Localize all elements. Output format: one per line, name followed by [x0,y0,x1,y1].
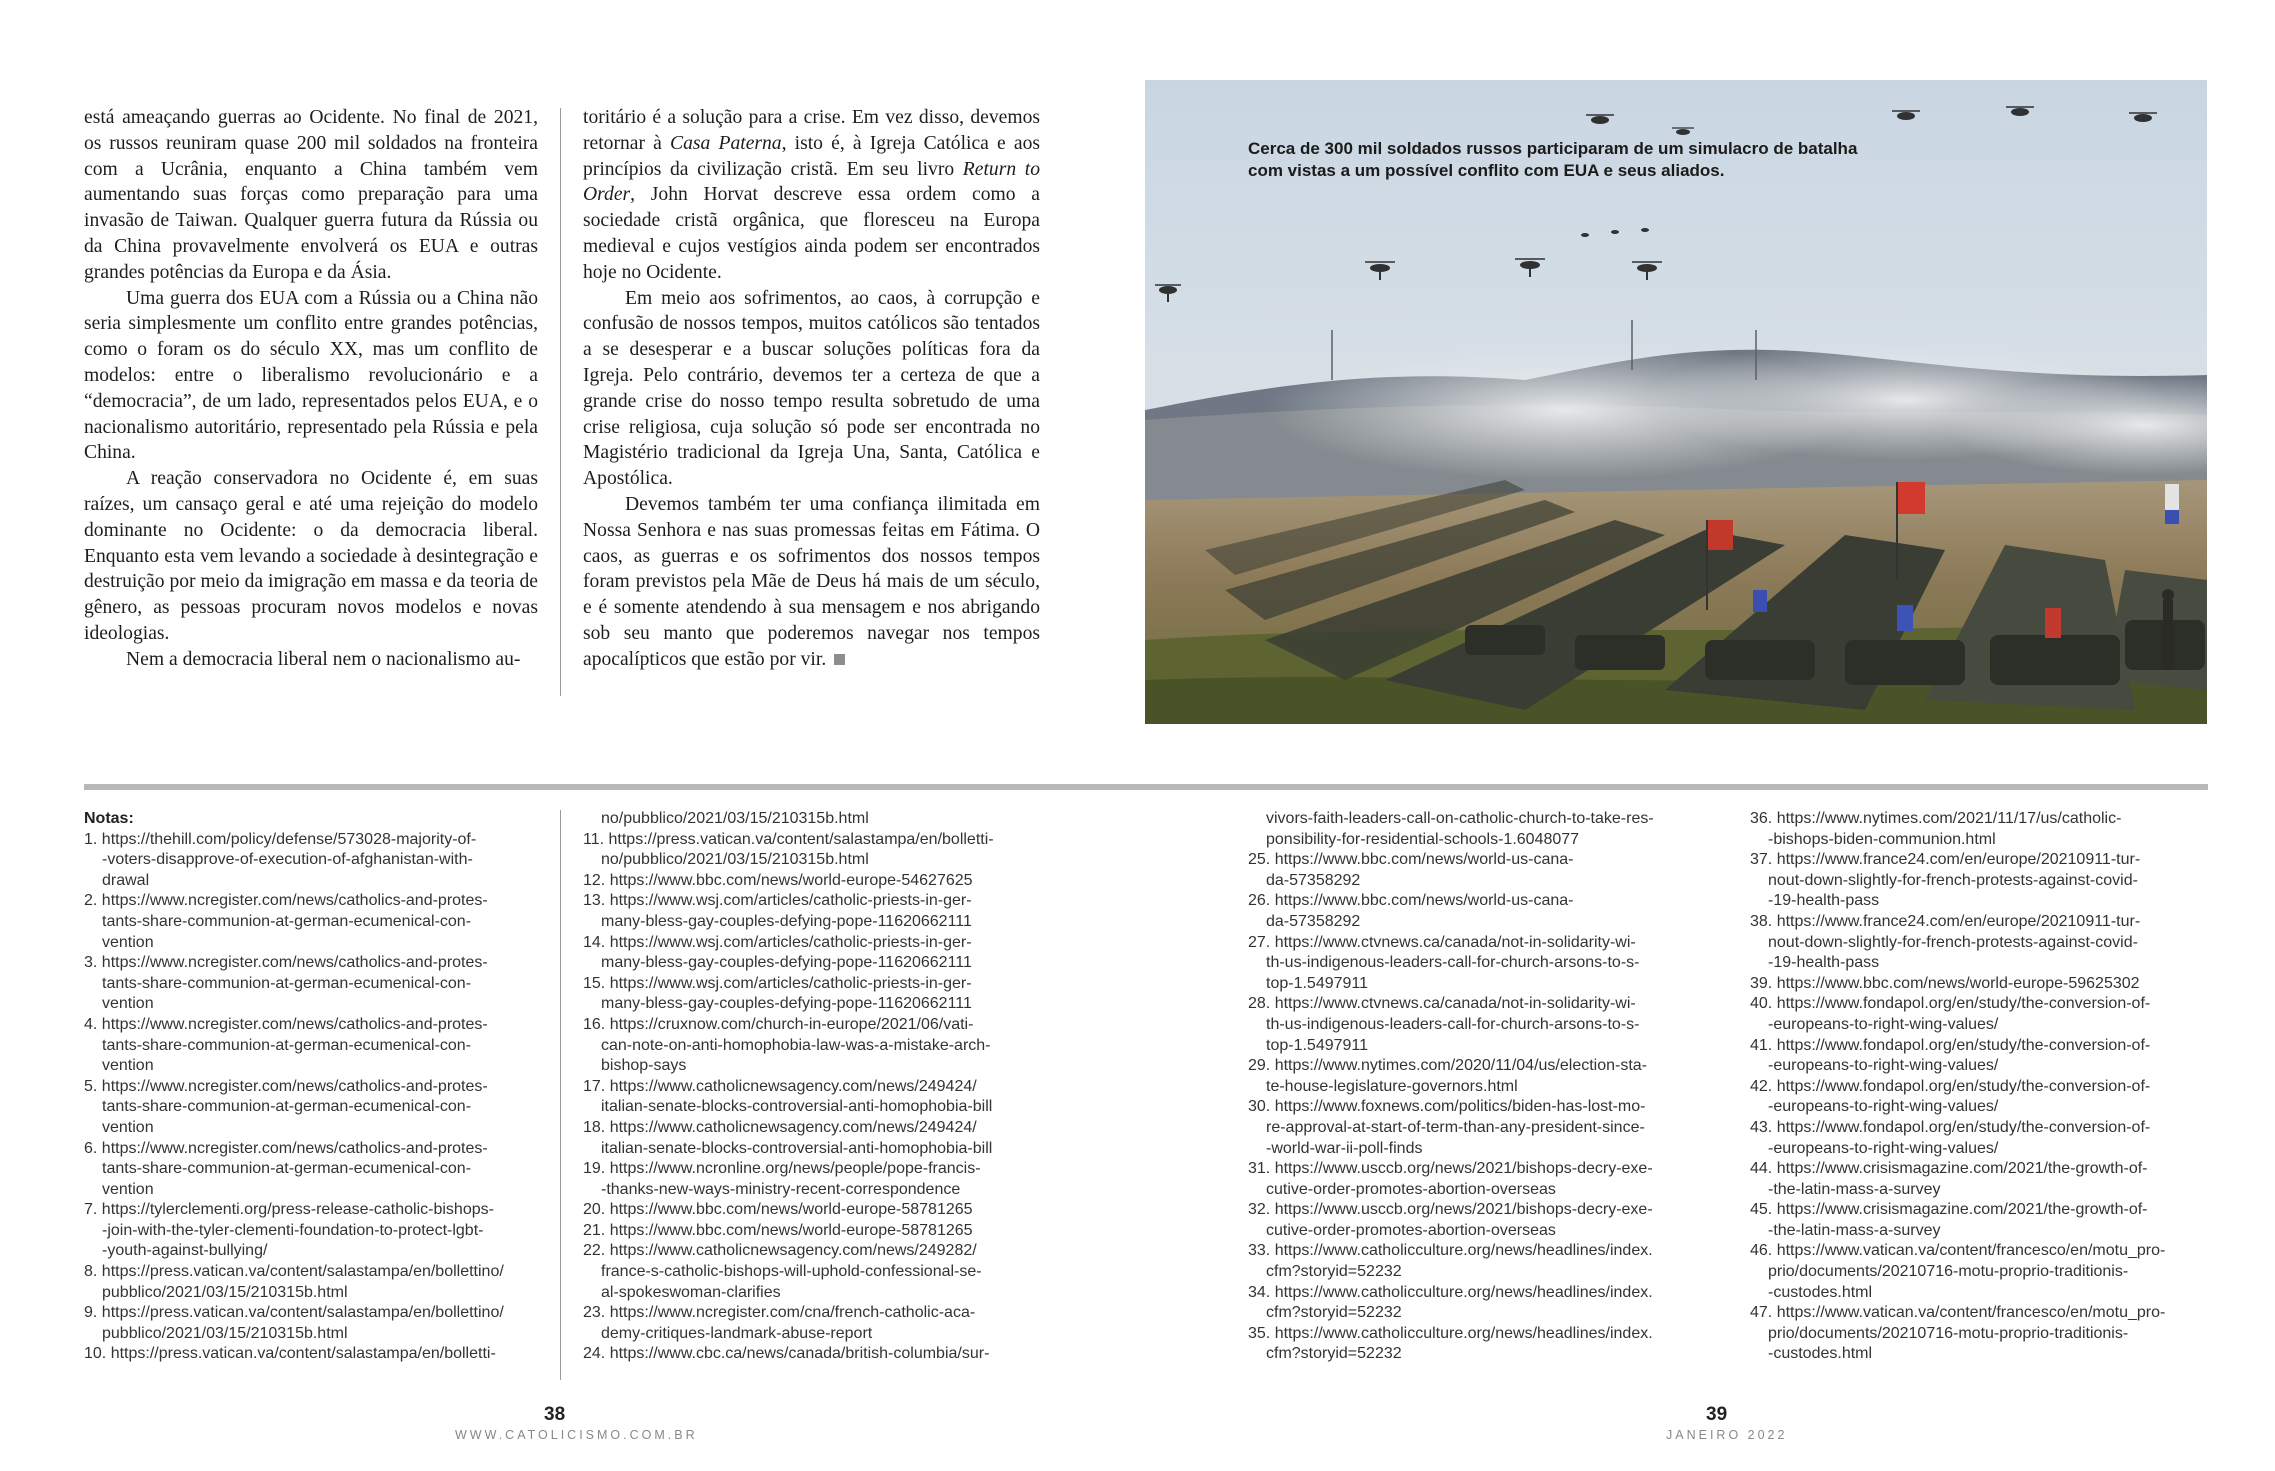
note-line: da-57358292 [1266,912,1361,930]
note-line: pubblico/2021/03/15/210315b.html [102,1283,348,1301]
note-line: vention [102,995,154,1013]
note-line: tants-share-communion-at-german-ecumenical-con- [102,1160,472,1178]
issue-date: JANEIRO 2022 [1666,1428,1788,1442]
note-line: 37. https://www.france24.com/en/europe/20210911-tur- [1750,851,2141,869]
note-line: vention [102,1057,154,1075]
note-line: 34. https://www.catholicculture.org/news/headlines/index. [1248,1283,1653,1301]
note-line: ponsibility-for-residential-schools-1.6048077 [1266,830,1580,848]
note-line: pubblico/2021/03/15/210315b.html [102,1324,348,1342]
note-line: cutive-order-promotes-abortion-overseas [1266,1221,1556,1239]
note-line: no/pubblico/2021/03/15/210315b.html [601,851,869,869]
note-line: 47. https://www.vatican.va/content/francesco/en/motu_pro- [1750,1304,2166,1322]
note-line: tants-share-communion-at-german-ecumenical-con- [102,1098,472,1116]
column-divider [560,108,561,696]
note-line: 46. https://www.vatican.va/content/francesco/en/motu_pro- [1750,1242,2166,1260]
note-line: re-approval-at-start-of-term-than-any-president-since- [1266,1118,1645,1136]
note-line: 29. https://www.nytimes.com/2020/11/04/us/election-sta- [1248,1057,1648,1075]
note-line: -voters-disapprove-of-execution-of-afghanistan-with- [102,851,473,869]
note-line: 3. https://www.ncregister.com/news/catholics-and-protes- [84,954,488,972]
note-line: -youth-against-bullying/ [102,1242,268,1260]
note-line: te-house-legislature-governors.html [1266,1077,1518,1095]
note-line: -the-latin-mass-a-survey [1768,1221,1941,1239]
note-line: -europeans-to-right-wing-values/ [1768,1098,1999,1116]
note-line: al-spokeswoman-clarifies [601,1283,781,1301]
note-line: 22. https://www.catholicnewsagency.com/news/249282/ [583,1242,977,1260]
note-line: prio/documents/20210716-motu-proprio-traditionis- [1768,1263,2129,1281]
note-line: 6. https://www.ncregister.com/news/catholics-and-protes- [84,1139,488,1157]
note-line: 5. https://www.ncregister.com/news/catholics-and-protes- [84,1077,488,1095]
note-line: vivors-faith-leaders-call-on-catholic-church-to-take-res- [1266,810,1654,827]
note-line: 25. https://www.bbc.com/news/world-us-cana- [1248,851,1574,869]
article-paragraph: Uma guerra dos EUA com a Rússia ou a China não seria simplesmente um conflito entre grandes potências, como o foram os do século XX, mas um conflito de modelos: entre o liberalismo revolucionário e a “democracia”, de um lado, representados pelos EUA, e o nacionalismo autoritário, representado pela Rússia e pela China. [84,287,538,464]
note-line: 26. https://www.bbc.com/news/world-us-cana- [1248,892,1574,910]
note-line: 43. https://www.fondapol.org/en/study/the-conversion-of- [1750,1118,2151,1136]
note-line: 23. https://www.ncregister.com/cna/french-catholic-aca- [583,1304,976,1322]
note-line: 21. https://www.bbc.com/news/world-europe-58781265 [583,1221,973,1239]
column-divider [560,810,561,1380]
page-number-left: 38 [544,1404,566,1425]
notes-lines [583,809,1043,1365]
note-line: th-us-indigenous-leaders-call-for-church-arsons-to-s- [1266,1015,1640,1033]
note-line: france-s-catholic-bishops-will-uphold-confessional-se- [601,1263,982,1281]
notes-lines [1248,809,1708,1365]
note-line: -custodes.html [1768,1283,1873,1301]
note-line: 14. https://www.wsj.com/articles/catholic-priests-in-ger- [583,933,972,951]
note-line: vention [102,1118,154,1136]
note-line: nout-down-slightly-for-french-protests-against-covid- [1768,871,2138,889]
note-line: 4. https://www.ncregister.com/news/catholics-and-protes- [84,1015,488,1033]
notes-lines [84,830,544,1365]
note-line: top-1.5497911 [1266,974,1369,992]
note-line: -europeans-to-right-wing-values/ [1768,1057,1999,1075]
note-line: 1. https://thehill.com/policy/defense/573028-majority-of- [84,830,477,848]
note-line: 17. https://www.catholicnewsagency.com/news/249424/ [583,1077,977,1095]
article-column-middle [583,105,1040,673]
article-paragraph: Devemos também ter uma confiança ilimitada em Nossa Senhora e nas suas promessas feitas em Fátima. O caos, as guerras e os sofrimentos dos nossos tempos foram previstos pela Mãe de Deus há mais de um século, e é somente atendendo à sua mensagem e nos abrigando sob seu manto que poderemos navegar nos tempos apocalípticos que estão por vir. [583,493,1040,670]
notes-heading: Notas: [84,810,134,827]
note-line: tants-share-communion-at-german-ecumenical-con- [102,974,472,992]
note-line: can-note-on-anti-homophobia-law-was-a-mistake-arch- [601,1036,991,1054]
note-line: cfm?storyid=52232 [1266,1263,1402,1281]
note-line: 44. https://www.crisismagazine.com/2021/the-growth-of- [1750,1160,2148,1178]
note-line: cutive-order-promotes-abortion-overseas [1266,1180,1556,1198]
note-line: many-bless-gay-couples-defying-pope-11620662111 [601,912,972,930]
note-line: th-us-indigenous-leaders-call-for-church-arsons-to-s- [1266,954,1640,972]
note-line: 35. https://www.catholicculture.org/news/headlines/index. [1248,1324,1653,1342]
note-line: prio/documents/20210716-motu-proprio-traditionis- [1768,1324,2129,1342]
note-line: 18. https://www.catholicnewsagency.com/news/249424/ [583,1118,977,1136]
note-line: vention [102,933,154,951]
notes-lines [1750,809,2210,1365]
note-line: cfm?storyid=52232 [1266,1345,1402,1363]
note-line: demy-critiques-landmark-abuse-report [601,1324,873,1342]
article-paragraph: Em meio aos sofrimentos, ao caos, à corrupção e confusão de nossos tempos, muitos católicos são tentados a se desesperar e a buscar soluções políticas fora da Igreja. Pelo contrário, devemos ter a certeza de que a grande crise do nosso tempo resulta sobretudo de uma crise religiosa, cuja solução só pode ser encontrada no Magistério tradicional da Igreja Una, Santa, Católica e Apostólica. [583,287,1040,490]
note-line: -19-health-pass [1768,892,1880,910]
note-line: 27. https://www.ctvnews.ca/canada/not-in-solidarity-wi- [1248,933,1636,951]
note-line: vention [102,1180,154,1198]
note-line: 45. https://www.crisismagazine.com/2021/the-growth-of- [1750,1201,2148,1219]
note-line: drawal [102,871,150,889]
note-line: -thanks-new-ways-ministry-recent-correspondence [601,1180,961,1198]
notes-column-1 [84,809,544,1365]
photo-caption: Cerca de 300 mil soldados russos participaram de um simulacro de batalha com vistas a um possível conflito com EUA e seus aliados. [1248,139,1858,180]
notes-column-3 [1248,809,1708,1365]
note-line: tants-share-communion-at-german-ecumenical-con- [102,1036,472,1054]
book-title: Return to Order [583,158,1040,206]
note-line: 32. https://www.usccb.org/news/2021/bishops-decry-exe- [1248,1201,1653,1219]
note-line: 24. https://www.cbc.ca/news/canada/british-columbia/sur- [583,1345,990,1363]
note-line: 20. https://www.bbc.com/news/world-europe-58781265 [583,1201,973,1219]
note-line: top-1.5497911 [1266,1036,1369,1054]
notes-separator [84,784,2208,790]
note-line: 16. https://cruxnow.com/church-in-europe/2021/06/vati- [583,1015,974,1033]
site-url: WWW.CATOLICISMO.COM.BR [455,1428,698,1442]
note-line: -custodes.html [1768,1345,1873,1363]
note-line: italian-senate-blocks-controversial-anti-homophobia-bill [601,1139,993,1157]
note-line: 12. https://www.bbc.com/news/world-europe-54627625 [583,871,973,889]
note-line: -19-health-pass [1768,954,1880,972]
note-line: 36. https://www.nytimes.com/2021/11/17/us/catholic- [1750,810,2122,827]
note-line: italian-senate-blocks-controversial-anti-homophobia-bill [601,1098,993,1116]
note-line: many-bless-gay-couples-defying-pope-11620662111 [601,995,972,1013]
article-column-left [84,105,538,673]
note-line: -the-latin-mass-a-survey [1768,1180,1941,1198]
note-line: -join-with-the-tyler-clementi-foundation-to-protect-lgbt- [102,1221,484,1239]
note-line: 9. https://press.vatican.va/content/salastampa/en/bollettino/ [84,1304,504,1322]
note-line: -europeans-to-right-wing-values/ [1768,1015,1999,1033]
note-line: tants-share-communion-at-german-ecumenical-con- [102,912,472,930]
note-line: 28. https://www.ctvnews.ca/canada/not-in-solidarity-wi- [1248,995,1636,1013]
note-line: cfm?storyid=52232 [1266,1304,1402,1322]
note-line: 11. https://press.vatican.va/content/salastampa/en/bolletti- [583,830,994,848]
note-line: 15. https://www.wsj.com/articles/catholic-priests-in-ger- [583,974,972,992]
note-line: many-bless-gay-couples-defying-pope-11620662111 [601,954,972,972]
note-line: bishop-says [601,1057,687,1075]
note-line: da-57358292 [1266,871,1361,889]
article-paragraph: toritário é a solução para a crise. Em vez disso, devemos retornar à Casa Paterna, isto é, à Igreja Católica e aos princípios da civilização cristã. Em seu livro Return to Order, John Horvat descreve essa ordem como a sociedade cristã orgânica, que floresceu na Europa medieval e cujos vestígios ainda podem ser encontrados hoje no Ocidente. [583,107,1041,283]
note-line: 33. https://www.catholicculture.org/news/headlines/index. [1248,1242,1653,1260]
notes-column-2 [583,809,1043,1365]
notes-column-4 [1750,809,2210,1365]
note-line: 31. https://www.usccb.org/news/2021/bishops-decry-exe- [1248,1160,1653,1178]
end-of-article-mark [834,654,845,665]
note-line: 19. https://www.ncronline.org/news/people/pope-francis- [583,1160,981,1178]
note-line: no/pubblico/2021/03/15/210315b.html [601,810,869,827]
note-line: 7. https://tylerclementi.org/press-release-catholic-bishops- [84,1201,494,1219]
article-paragraph: Nem a democracia liberal nem o nacionalismo au- [126,648,521,670]
note-line: -europeans-to-right-wing-values/ [1768,1139,1999,1157]
note-line: -bishops-biden-communion.html [1768,830,1996,848]
note-line: nout-down-slightly-for-french-protests-against-covid- [1768,933,2138,951]
note-line: 41. https://www.fondapol.org/en/study/the-conversion-of- [1750,1036,2151,1054]
note-line: 40. https://www.fondapol.org/en/study/the-conversion-of- [1750,995,2151,1013]
note-line: 39. https://www.bbc.com/news/world-europe-59625302 [1750,974,2140,992]
note-line: 10. https://press.vatican.va/content/salastampa/en/bolletti- [84,1345,496,1363]
article-paragraph: está ameaçando guerras ao Ocidente. No final de 2021, os russos reuniram quase 200 mil soldados na fronteira com a Ucrânia, enquanto a China também vem aumentando suas forças como preparação para uma invasão de Taiwan. Qualquer guerra futura da Rússia ou da China provavelmente envolverá os EUA e outras grandes potências da Europa e da Ásia. [84,107,538,283]
note-line: 13. https://www.wsj.com/articles/catholic-priests-in-ger- [583,892,972,910]
article-paragraph: A reação conservadora no Ocidente é, em suas raízes, um cansaço geral e até uma rejeição do modelo dominante no Ocidente: o da democracia liberal. Enquanto esta vem levando a sociedade à desintegração e destruição por meio da imigração em massa e da teoria de gênero, as pessoas procuram novos modelos e novas ideologias. [84,468,538,644]
page-number-right: 39 [1706,1404,1728,1425]
note-line: 8. https://press.vatican.va/content/salastampa/en/bollettino/ [84,1263,504,1281]
note-line: 2. https://www.ncregister.com/news/catholics-and-protes- [84,892,488,910]
note-line: 42. https://www.fondapol.org/en/study/the-conversion-of- [1750,1077,2151,1095]
italic-term: Casa Paterna [670,132,782,154]
note-line: -world-war-ii-poll-finds [1266,1139,1423,1157]
note-line: 30. https://www.foxnews.com/politics/biden-has-lost-mo- [1248,1098,1646,1116]
note-line: 38. https://www.france24.com/en/europe/20210911-tur- [1750,912,2141,930]
